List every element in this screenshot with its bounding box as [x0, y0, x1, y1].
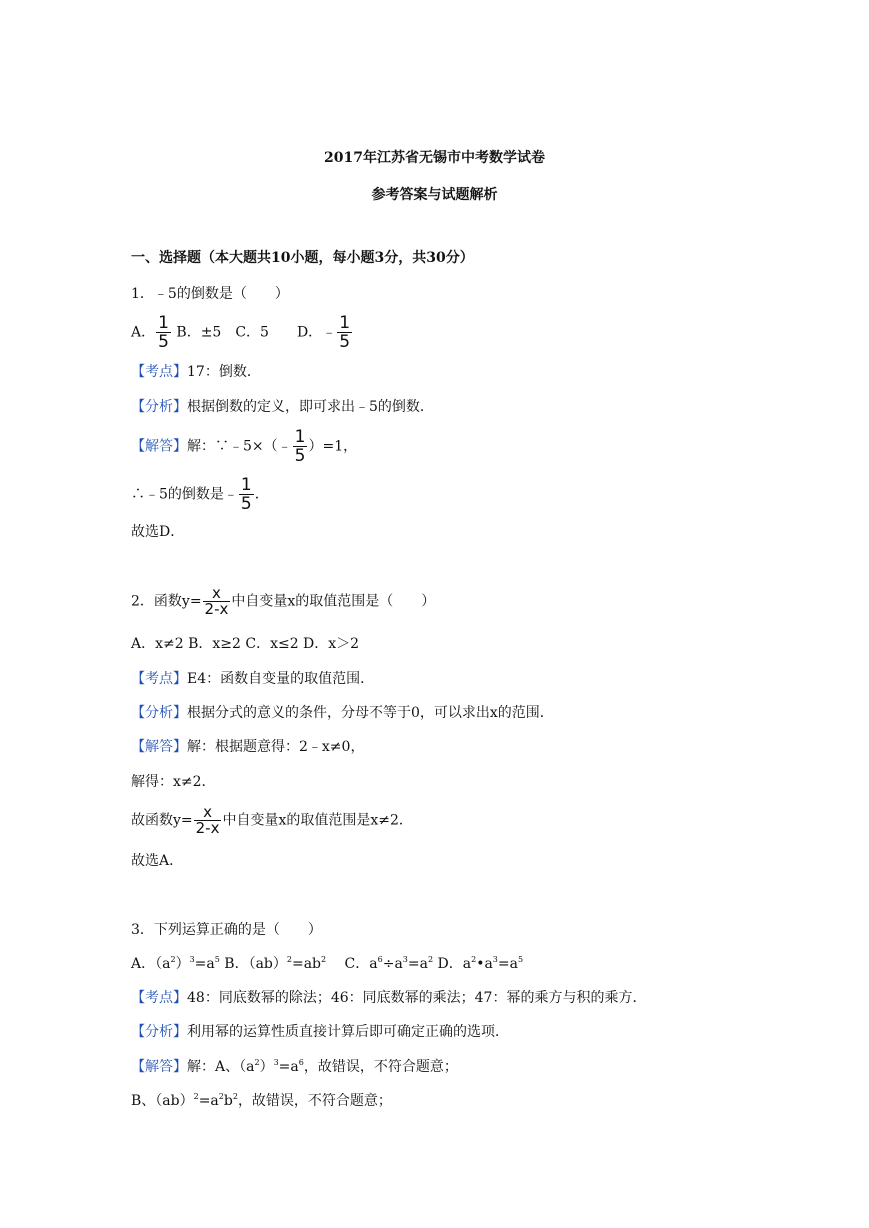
jieda-a: 解：A、$(a^2)^3=a^6$，故错误，不符合题意；: [187, 1058, 458, 1075]
q2-jieda: [131, 737, 364, 757]
fraction-numerator: 1: [240, 475, 252, 495]
q3-stem: 3．下列运算正确的是（ ）: [131, 922, 322, 938]
q3-options: [131, 954, 523, 974]
fraction-denominator: 5: [339, 332, 351, 352]
kaodian-tag: 【考点】: [131, 671, 187, 687]
fraction-numerator: 1: [339, 313, 351, 333]
conclusion-post: ．: [254, 486, 269, 503]
fenxi-text: 根据分式的意义的条件，分母不等于0，可以求出x的范围．: [187, 705, 554, 721]
fenxi-text: 利用幂的运算性质直接计算后即可确定正确的选项．: [187, 1024, 509, 1040]
q3-jieda: [131, 1057, 458, 1077]
fenxi-tag: 【分析】: [131, 399, 187, 415]
q2-kaodian: [131, 669, 374, 689]
q1-option-d-fraction: [337, 314, 352, 351]
q3-option-d: D．$a^2•a^3=a^5$: [433, 955, 524, 972]
q3-jieda-b: B、$(ab)^2=a^2b^2$，故错误，不符合题意；: [131, 1092, 392, 1109]
section-heading: 一、选择题（本大题共10小题，每小题3分，共30分）: [131, 250, 474, 266]
kaodian-text: 17：倒数．: [187, 364, 261, 380]
q1-options: [131, 314, 353, 351]
q1-fenxi: [131, 397, 434, 417]
jieda-text: 解：根据题意得：2﹣x≠0，: [187, 739, 365, 755]
q2-fenxi: [131, 703, 554, 723]
q1-conclusion: [131, 476, 269, 513]
fraction-denominator: 5: [158, 332, 169, 352]
q3-kaodian: [131, 988, 646, 1008]
q2-stem-post: 中自变量x的取值范围是（ ）: [231, 593, 436, 610]
q1-kaodian: [131, 362, 261, 382]
q1-option-a-prefix: A．: [131, 324, 156, 341]
jieda-tag: 【解答】: [131, 1059, 187, 1075]
fraction-numerator: x: [203, 586, 231, 602]
fenxi-tag: 【分析】: [131, 705, 187, 721]
jieda-tag: 【解答】: [131, 739, 187, 755]
q2-function-fraction: [203, 586, 231, 617]
fenxi-tag: 【分析】: [131, 1024, 187, 1040]
kaodian-tag: 【考点】: [131, 990, 187, 1006]
page-title: 2017年江苏省无锡市中考数学试卷: [324, 150, 545, 166]
jieda-text-pre: 解：∵﹣5×（﹣: [187, 438, 292, 455]
fraction-numerator: 1: [294, 427, 306, 447]
q2-solve: 解得：x≠2．: [131, 774, 216, 790]
q1-option-a-fraction: [156, 314, 171, 351]
q3-option-c: C．$a^6\div a^3=a^2$: [326, 955, 434, 972]
conclusion-fraction: [194, 805, 222, 836]
fenxi-text: 根据倒数的定义，即可求出﹣5的倒数．: [187, 399, 434, 415]
jieda-tag: 【解答】: [131, 438, 187, 455]
q1-options-bc: B．±5 C．5 D．﹣: [176, 324, 337, 341]
q2-stem: [131, 586, 435, 617]
q2-stem-pre: 2．函数y=: [131, 593, 202, 610]
q3-option-b: B．$(ab)^2=ab^2$: [219, 955, 327, 972]
fraction-numerator: 1: [158, 313, 169, 333]
jieda-fraction: [293, 428, 308, 465]
kaodian-text: 48：同底数幂的除法；46：同底数幂的乘法；47：幂的乘方与积的乘方．: [187, 990, 647, 1006]
conclusion-fraction: [239, 476, 254, 513]
conclusion-pre: 故函数y=: [131, 812, 193, 829]
q1-stem: 1．﹣5的倒数是（ ）: [131, 286, 289, 302]
fraction-numerator: x: [194, 805, 222, 821]
q1-choice: 故选D．: [131, 524, 185, 540]
fraction-denominator: 2-x: [204, 600, 229, 618]
q3-option-a: A．$(a^2)^3=a^5$: [131, 955, 220, 972]
page-subtitle: 参考答案与试题解析: [371, 187, 498, 203]
jieda-text-post: ）=1，: [308, 438, 358, 455]
kaodian-text: E4：函数自变量的取值范围．: [187, 671, 375, 687]
kaodian-tag: 【考点】: [131, 364, 187, 380]
q2-conclusion: [131, 805, 413, 836]
fraction-denominator: 2-x: [195, 819, 220, 837]
conclusion-pre: ∴﹣5的倒数是﹣: [131, 486, 238, 503]
q1-jieda: [131, 428, 357, 465]
q2-choice: 故选A．: [131, 853, 184, 869]
conclusion-post: 中自变量x的取值范围是x≠2．: [222, 812, 413, 829]
fraction-denominator: 5: [294, 446, 306, 466]
q3-fenxi: [131, 1022, 509, 1042]
q2-options: A．x≠2 B．x≥2 C．x≤2 D．x＞2: [131, 636, 360, 652]
fraction-denominator: 5: [240, 494, 252, 514]
